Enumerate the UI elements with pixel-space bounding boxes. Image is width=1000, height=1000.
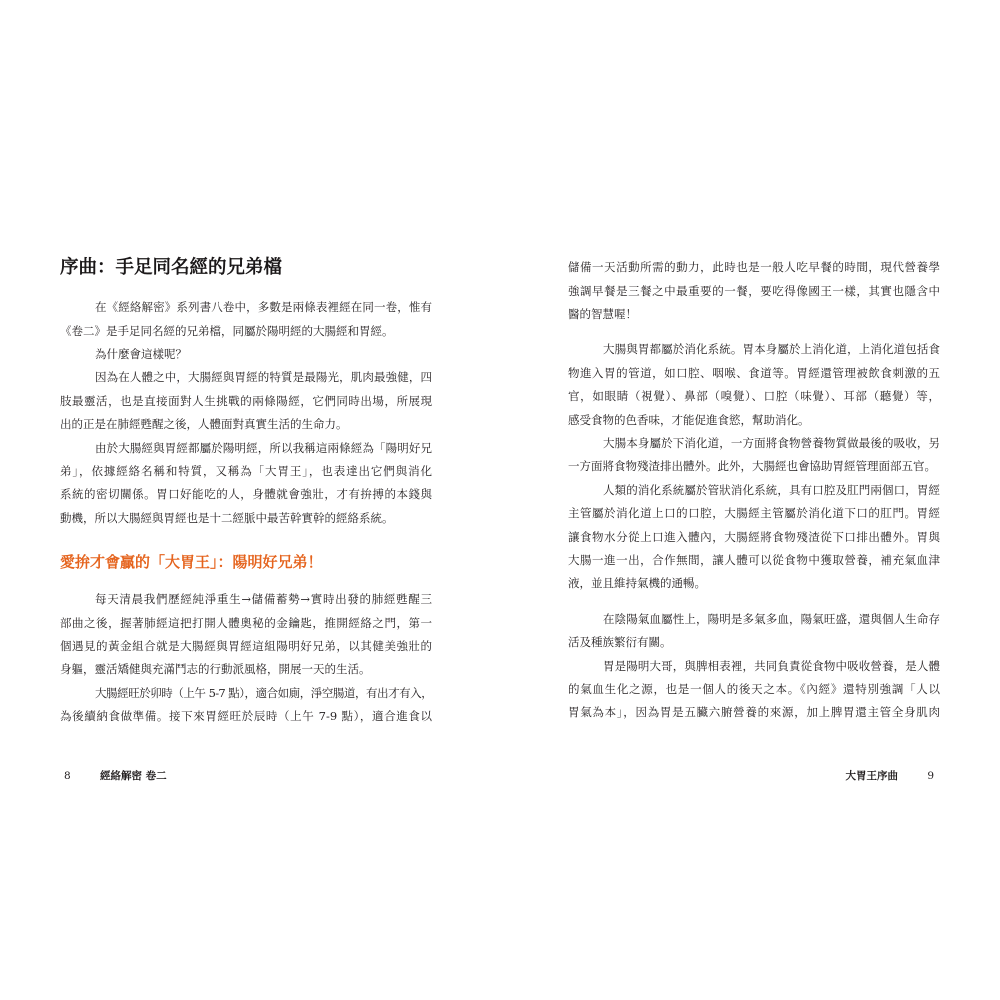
- text-line: 醫的智慧喔！: [568, 307, 637, 322]
- body-section: [568, 256, 940, 724]
- text-line: 物進入胃的管道，如口腔、咽喉、食道等。胃經還管理被飲食刺激的五: [568, 365, 940, 380]
- text-line: 為後續納食做準備。接下來胃經旺於辰時（上午 7-9 點），適合進食以: [60, 709, 432, 724]
- text-line: 在陰陽氣血屬性上，陽明是多氣多血，陽氣旺盛，還與個人生命存: [603, 611, 940, 626]
- right-page: [568, 0, 940, 1000]
- paragraph: [60, 296, 432, 343]
- section-subheading: 愛拚才會贏的「大胃王」：陽明好兄弟！: [60, 553, 323, 571]
- text-line: 部曲之後，握著肺經這把打開人體奧秘的金鑰匙，推開經絡之門，第一: [60, 615, 432, 630]
- text-line: 由於大腸經與胃經都屬於陽明經，所以我稱這兩條經為「陽明好兄: [95, 440, 432, 455]
- text-line: 人類的消化系統屬於管狀消化系統，具有口腔及肛門兩個口，胃經: [603, 482, 940, 497]
- paragraph: [568, 608, 940, 655]
- text-line: 的氣血生化之源，也是一個人的後天之本。《內經》還特別強調「人以: [568, 681, 940, 696]
- page-footer: [60, 768, 432, 784]
- text-line: 儲備一天活動所需的動力，此時也是一般人吃早餐的時間，現代營養學: [568, 260, 940, 275]
- text-line: 主管屬於消化道上口的口腔，大腸經主管屬於消化道下口的肛門。胃經: [568, 506, 940, 521]
- text-line: 為什麼會這樣呢？: [95, 347, 187, 362]
- paragraph: [568, 479, 940, 596]
- paragraph: [60, 343, 432, 366]
- text-line: 官，如眼睛（視覺）、鼻部（嗅覺）、口腔（味覺）、耳部（聽覺）等，: [568, 389, 940, 404]
- paragraph: [60, 366, 432, 436]
- paragraph: [60, 682, 432, 729]
- text-line: 身軀，靈活矯健與充滿鬥志的行動派風格，開展一天的生活。: [60, 662, 371, 677]
- text-line: 液，並且維持氣機的通暢。: [568, 576, 706, 591]
- text-line: 大腸本身屬於下消化道，一方面將食物營養物質做最後的吸收，另: [603, 436, 940, 451]
- chapter-title: 序曲：手足同名經的兄弟檔: [60, 257, 283, 278]
- text-line: 在《經絡解密》系列書八卷中，多數是兩條表裡經在同一卷，惟有: [95, 300, 432, 315]
- text-line: 大腸一進一出，合作無間，讓人體可以從食物中獲取營養，補充氣血津: [568, 552, 940, 567]
- paragraph: [568, 432, 940, 479]
- text-line: 出的正是在肺經甦醒之後，人體面對真實生活的生命力。: [60, 417, 348, 432]
- text-line: 《卷二》是手足同名經的兄弟檔，同屬於陽明經的大腸經和胃經。: [60, 323, 394, 338]
- text-line: 大腸與胃都屬於消化系統。胃本身屬於上消化道，上消化道包括食: [603, 342, 940, 357]
- paragraph: [568, 338, 940, 432]
- page-number: 8: [64, 770, 71, 782]
- text-line: 動機，所以大腸經與胃經也是十二經脈中最苦幹實幹的經絡系統。: [60, 510, 394, 525]
- text-line: 每天清晨我們歷經純淨重生→儲備蓄勢→實時出發的肺經甦醒三: [95, 592, 432, 607]
- text-line: 胃是陽明大哥，與脾相表裡，共同負責從食物中吸收營養，是人體: [603, 658, 940, 673]
- paragraph: [568, 256, 940, 326]
- text-line: 活及種族繁衍有關。: [568, 635, 672, 650]
- text-line: 肢最靈活，也是直接面對人生挑戰的兩條陽經，它們同時出場，所展現: [60, 393, 432, 408]
- text-line: 讓食物水分從上口進入體內，大腸經將食物殘渣從下口排出體外。胃與: [568, 529, 940, 544]
- running-head: 經絡解密 卷二: [100, 770, 167, 782]
- text-line: 因為在人體之中，大腸經與胃經的特質是最陽光，肌肉最強健，四: [95, 370, 432, 385]
- text-line: 一方面將食物殘渣排出體外。此外，大腸經也會協助胃經管理面部五官。: [568, 459, 936, 474]
- left-page: [60, 0, 432, 1000]
- running-head: 大胃王序曲: [845, 770, 898, 782]
- text-line: 弟」，依據經絡名稱和特質，又稱為「大胃王」，也表達出它們與消化: [60, 464, 432, 479]
- paragraph: [568, 655, 940, 725]
- text-line: 大腸經旺於卯時（上午 5-7 點），適合如廁，淨空腸道，有出才有入，: [95, 685, 432, 700]
- text-line: 胃氣為本」，因為胃是五臟六腑營養的來源，加上脾胃還主管全身肌肉: [568, 705, 940, 720]
- page-footer: [568, 768, 940, 784]
- paragraph: [60, 437, 432, 531]
- text-line: 個遇見的黃金組合就是大腸經與胃經這組陽明好兄弟，以其健美強壯的: [60, 639, 432, 654]
- paragraph: [60, 588, 432, 682]
- body-section: [60, 588, 432, 728]
- text-line: 強調早餐是三餐之中最重要的一餐，要吃得像國王一樣，其實也隱含中: [568, 283, 940, 298]
- page-number: 9: [927, 770, 934, 782]
- text-line: 感受食物的色香味，才能促進食慾，幫助消化。: [568, 412, 810, 427]
- text-line: 系統的密切關係。胃口好能吃的人，身體就會強壯，才有拚搏的本錢與: [60, 487, 432, 502]
- intro-section: [60, 296, 432, 530]
